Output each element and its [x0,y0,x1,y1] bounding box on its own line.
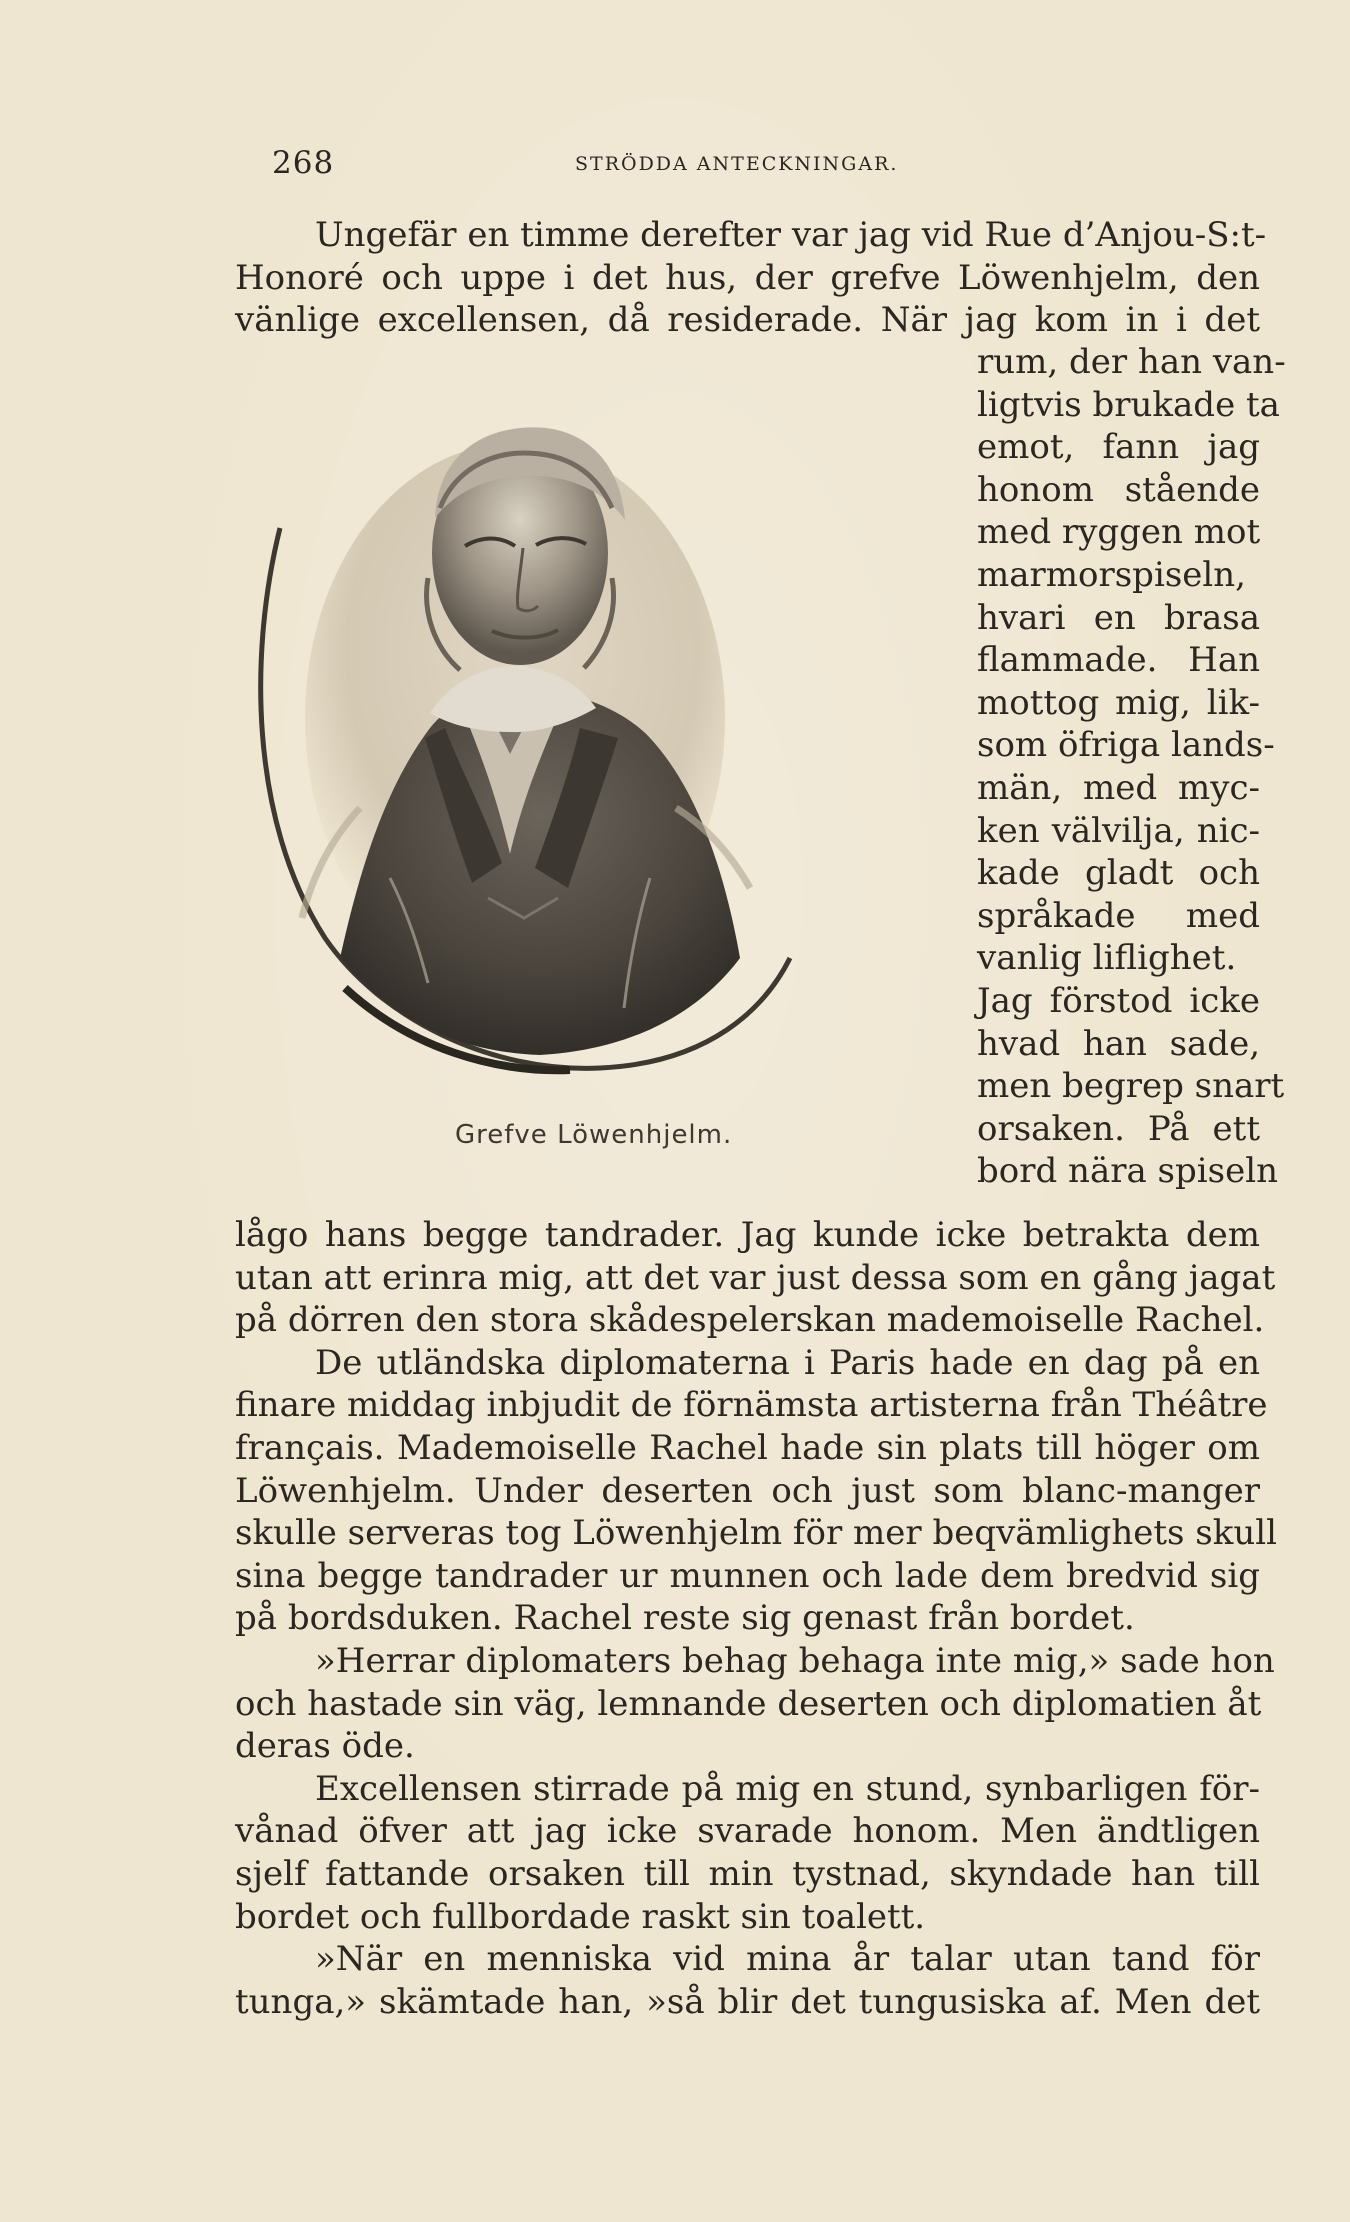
text-line: på dörren den stora skådespelerskan mademoiselle Rachel. [235,1300,1265,1341]
page-number: 268 [272,145,335,181]
text-line: språkade med [977,895,1260,936]
text-line: français. Mademoiselle Rachel hade sin plats till höger om [235,1427,1260,1468]
page-header [272,145,1112,185]
text-line: sina begge tandrader ur munnen och lade dem bredvid sig [235,1555,1260,1596]
text-line: De utländska diplomaterna i Paris hade en dag på en [315,1342,1260,1383]
text-line: vänlige excellensen, då residerade. När jag kom in i det [235,300,1260,341]
running-head: STRÖDDA ANTECKNINGAR. [575,153,899,175]
text-line: »Herrar diplomaters behag behaga inte mig,» sade hon [315,1640,1275,1681]
text-line: skulle serveras tog Löwenhjelm för mer beqvämlighets skull [235,1513,1277,1554]
portrait-caption: Grefve Löwenhjelm. [455,1120,733,1150]
text-line: Honoré och uppe i det hus, der grefve Löwenhjelm, den [235,257,1260,298]
text-line: deras öde. [235,1726,415,1767]
text-line: ligtvis brukade ta [977,384,1280,425]
text-line: finare middag inbjudit de förnämsta artisterna från Théâtre [235,1385,1268,1426]
text-line: mottog mig, lik- [977,682,1260,723]
text-line: orsaken. På ett [977,1108,1260,1149]
text-line: med ryggen mot [977,512,1261,553]
text-line: hvad han sade, [977,1023,1260,1064]
text-line: sjelf fattande orsaken till min tystnad, skyndade han till [235,1853,1260,1894]
text-line: Löwenhjelm. Under deserten och just som blanc-manger [235,1470,1260,1511]
text-line: vanlig liflighet. [977,938,1237,979]
text-line: ken välvilja, nic- [977,810,1260,851]
text-line: marmorspiseln, [977,554,1246,595]
text-line: vånad öfver att jag icke svarade honom. Men ändtligen [235,1811,1260,1852]
text-line: honom stående [977,469,1260,510]
text-line: flammade. Han [977,640,1260,681]
text-line: men begrep snart [977,1066,1285,1107]
portrait-illustration [240,398,800,1102]
text-line: »När en menniska vid mina år talar utan tand för [315,1939,1260,1980]
text-line: utan att erinra mig, att det var just dessa som en gång jagat [235,1257,1276,1298]
text-line: lågo hans begge tandrader. Jag kunde icke betrakta dem [235,1215,1260,1255]
top-text-block [235,214,1267,342]
text-line: och hastade sin väg, lemnande deserten och diplomatien åt [235,1683,1262,1724]
text-line: män, med myc- [977,767,1260,808]
text-line: hvari en brasa [977,597,1260,638]
text-line: Excellensen stirrade på mig en stund, synbarligen för- [315,1768,1260,1809]
portrait-engraving-icon [240,398,800,1102]
text-line: tunga,» skämtade han, »så blir det tungusiska af. Men det [235,1981,1260,2022]
text-line: på bordsduken. Rachel reste sig genast från bordet. [235,1598,1135,1639]
wrapped-text-block [977,341,1286,1193]
text-line: rum, der han van- [977,342,1286,382]
text-line: bordet och fullbordade raskt sin toalett. [235,1896,926,1937]
text-line: Jag förstod icke [977,980,1260,1021]
text-line: Ungefär en timme derefter var jag vid Rue d’Anjou-S:t- [315,215,1267,255]
text-line: bord nära spiseln [977,1151,1278,1192]
text-line: emot, fann jag [977,427,1260,468]
text-line: kade gladt och [977,853,1260,894]
text-line: som öfriga lands- [977,725,1275,766]
bottom-text-block [235,1214,1277,2023]
